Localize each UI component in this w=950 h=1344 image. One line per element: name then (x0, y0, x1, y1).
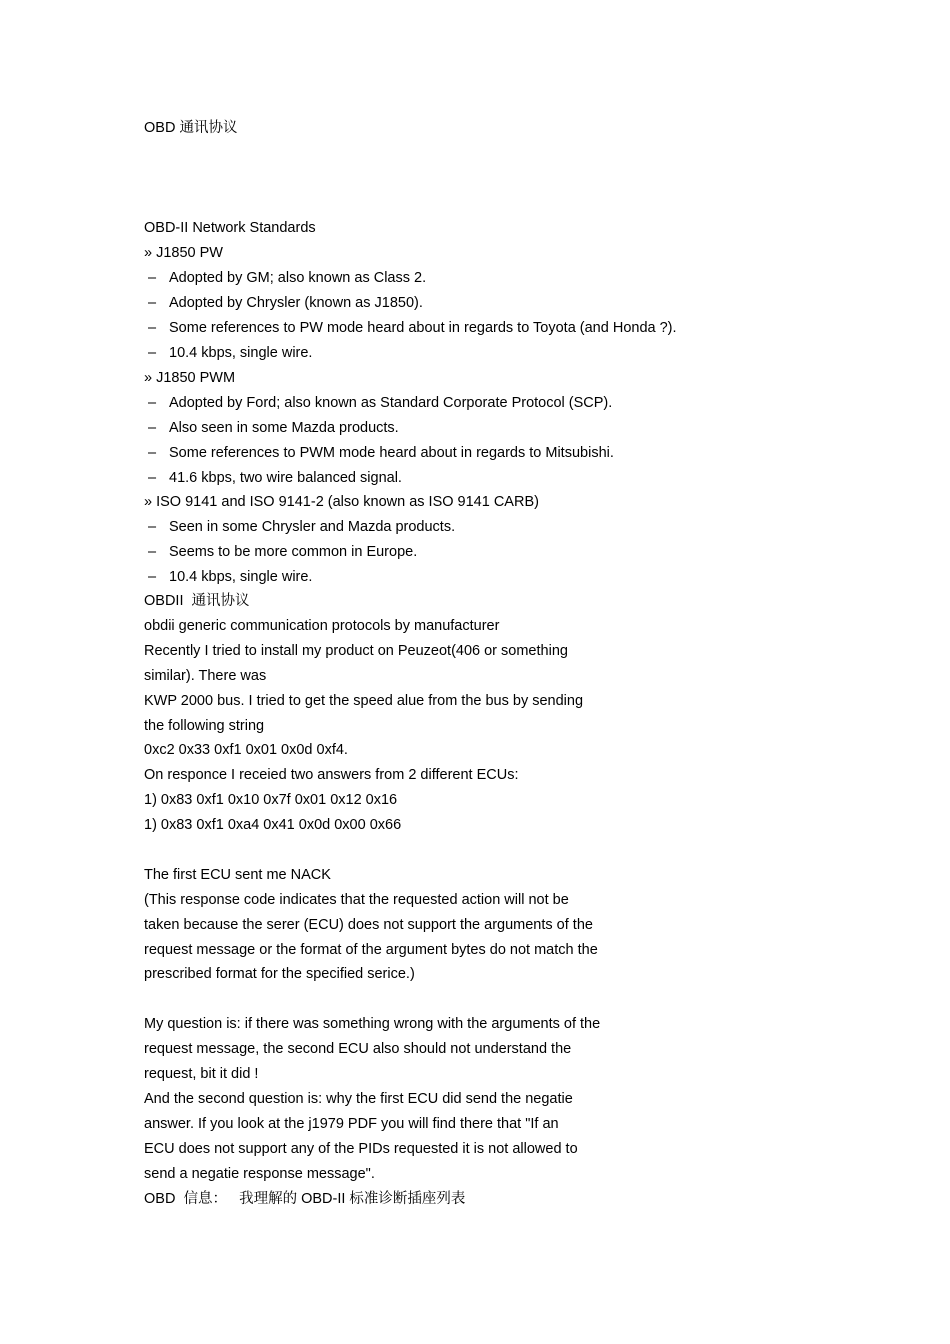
text-line: KWP 2000 bus. I tried to get the speed alue from the bus by sending (144, 693, 584, 709)
list-item: – 10.4 kbps, single wire. (144, 567, 312, 587)
dash-bullet: – (148, 569, 157, 585)
obd-info-heading: OBD 信息： 我理解的 OBD-II 标准诊断插座列表 (144, 1191, 466, 1207)
list-item: – 41.6 kbps, two wire balanced signal. (144, 468, 402, 488)
list-item: – Seen in some Chrysler and Mazda products. (144, 517, 455, 537)
text-line: (This response code indicates that the requested action will not be (144, 892, 569, 908)
text-line: obdii generic communication protocols by manufacturer (144, 618, 500, 634)
protocol-label-j1850-pwm: » J1850 PWM (144, 370, 236, 386)
protocol-label-iso-9141: » ISO 9141 and ISO 9141-2 (also known as ISO 9141 CARB) (144, 494, 539, 510)
protocol-label-j1850-pw: » J1850 PW (144, 245, 223, 261)
list-item: – Also seen in some Mazda products. (144, 418, 399, 438)
dash-bullet: – (148, 320, 157, 336)
dash-bullet: – (148, 519, 157, 535)
dash-bullet: – (148, 544, 157, 560)
text-line: the following string (144, 718, 265, 734)
dash-bullet: – (148, 420, 157, 436)
list-item: – Some references to PWM mode heard about in regards to Mitsubishi. (144, 443, 614, 463)
text-line: request message or the format of the argument bytes do not match the (144, 942, 598, 958)
text-line: send a negatie response message". (144, 1166, 375, 1182)
text-line: 1) 0x83 0xf1 0x10 0x7f 0x01 0x12 0x16 (144, 792, 398, 808)
list-item: – 10.4 kbps, single wire. (144, 343, 312, 363)
dash-bullet: – (148, 470, 157, 486)
text-line: ECU does not support any of the PIDs requested it is not allowed to (144, 1141, 578, 1157)
text-line: answer. If you look at the j1979 PDF you will find there that "If an (144, 1116, 559, 1132)
text-line: The first ECU sent me NACK (144, 867, 331, 883)
dash-bullet: – (148, 395, 157, 411)
section-heading-network-standards: OBD-II Network Standards (144, 220, 316, 236)
document-title: OBD 通讯协议 (144, 120, 238, 136)
list-item: – Seems to be more common in Europe. (144, 542, 417, 562)
dash-bullet: – (148, 445, 157, 461)
text-line: similar). There was (144, 668, 267, 684)
text-line: On responce I receied two answers from 2 different ECUs: (144, 767, 519, 783)
text-line: request message, the second ECU also should not understand the (144, 1041, 572, 1057)
text-line: My question is: if there was something wrong with the arguments of the (144, 1016, 601, 1032)
dash-bullet: – (148, 345, 157, 361)
list-item: – Adopted by Ford; also known as Standard Corporate Protocol (SCP). (144, 393, 612, 413)
text-line: request, bit it did ! (144, 1066, 259, 1082)
list-item: – Adopted by Chrysler (known as J1850). (144, 293, 423, 313)
text-line: 1) 0x83 0xf1 0xa4 0x41 0x0d 0x00 0x66 (144, 817, 402, 833)
text-line: Recently I tried to install my product on Peuzeot(406 or something (144, 643, 568, 659)
list-item: – Some references to PW mode heard about in regards to Toyota (and Honda ?). (144, 318, 677, 338)
dash-bullet: – (148, 270, 157, 286)
text-line: taken because the serer (ECU) does not support the arguments of the (144, 917, 593, 933)
section-heading-obdii-protocol: OBDII 通讯协议 (144, 593, 250, 609)
text-line: 0xc2 0x33 0xf1 0x01 0x0d 0xf4. (144, 742, 348, 758)
text-line: And the second question is: why the first ECU did send the negatie (144, 1091, 573, 1107)
text-line: prescribed format for the specified serice.) (144, 966, 415, 982)
list-item: – Adopted by GM; also known as Class 2. (144, 268, 426, 288)
dash-bullet: – (148, 295, 157, 311)
